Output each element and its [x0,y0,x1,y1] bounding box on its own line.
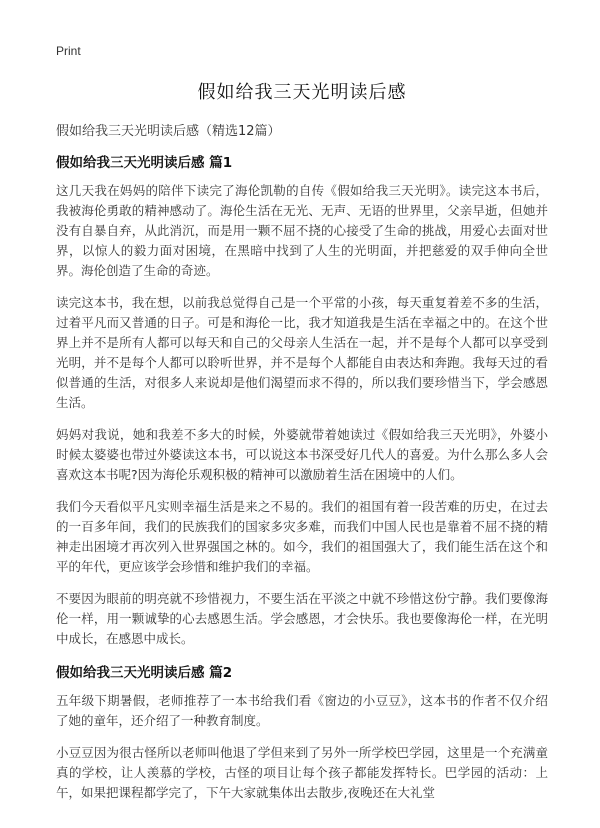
page-title: 假如给我三天光明读后感 [197,82,407,103]
paragraph: 不要因为眼前的明亮就不珍惜视力，不要生活在平淡之中就不珍惜这份宁静。我们要像海伦一样，用一颗诚挚的心去感恩生活。学会感恩，才会快乐。我也要像海伦一样，在光明中成长，在感恩中成长。 [56,591,548,646]
essay-section-1 [56,151,548,649]
paragraph: 读完这本书，我在想，以前我总觉得自己是一个平常的小孩，每天重复着差不多的生活，过着平凡而又普通的日子。可是和海伦一比，我才知道我是生活在幸福之中的。在这个世界上并不是所有人都可以每天和自己的父母亲人生活在一起，并不是每个人都可以享受到光明，并不是每个人都可以聆听世界，并不是每个人都能自由表达和奔跑。我每天过的看似普通的生活，对很多人来说却是他们渴望而求不得的，所以我们要珍惜当下，学会感恩生活。 [56,295,548,410]
document-subtitle: 假如给我三天光明读后感（精选12篇） [56,124,281,139]
section-heading: 假如给我三天光明读后感 篇2 [56,665,233,681]
print-label: Print [56,44,81,58]
essay-section-2 [56,661,548,803]
paragraph: 我们今天看似平凡实则幸福生活是来之不易的。我们的祖国有着一段苦难的历史，在过去的一百多年间，我们的民族我们的国家多灾多难，而我们中国人民也是靠着不屈不挠的精神走出困境才再次列入世界强国之林的。如今，我们的祖国强大了，我们能生活在这个和平的年代，更应该学会珍惜和维护我们的幸福。 [56,499,548,574]
paragraph: 这几天我在妈妈的陪伴下读完了海伦凯勒的自传《假如给我三天光明》。读完这本书后，我被海伦勇敢的精神感动了。海伦生活在无光、无声、无语的世界里，父亲早逝，但她并没有自暴自弃，从此消沉，而是用一颗不屈不挠的心接受了生命的挑战，用爱心去面对世界，以惊人的毅力面对困境，在黑暗中找到了人生的光明面，并把慈爱的双手伸向全世界。海伦创造了生命的奇迹。 [56,183,548,278]
section-heading: 假如给我三天光明读后感 篇1 [56,155,233,171]
paragraph: 五年级下期暑假，老师推荐了一本书给我们看《窗边的小豆豆》，这本书的作者不仅介绍了她的童年，还介绍了一种教育制度。 [56,693,548,728]
document-body [56,78,548,815]
paragraph: 小豆豆因为很古怪所以老师叫他退了学但来到了另外一所学校巴学园，这里是一个充满童真的学校，让人羡慕的学校，古怪的项目让每个孩子都能发挥特长。巴学园的活动：上午，如果把课程都学完了，下午大家就集体出去散步,夜晚还在大礼堂 [56,745,548,800]
paragraph: 妈妈对我说，她和我差不多大的时候，外婆就带着她读过《假如给我三天光明》，外婆小时候太婆婆也带过外婆读这本书，可以说这本书深受好几代人的喜爱。为什么那么多人会喜欢这本书呢?因为海伦乐观积极的精神可以激励着生活在困境中的人们。 [56,427,548,482]
